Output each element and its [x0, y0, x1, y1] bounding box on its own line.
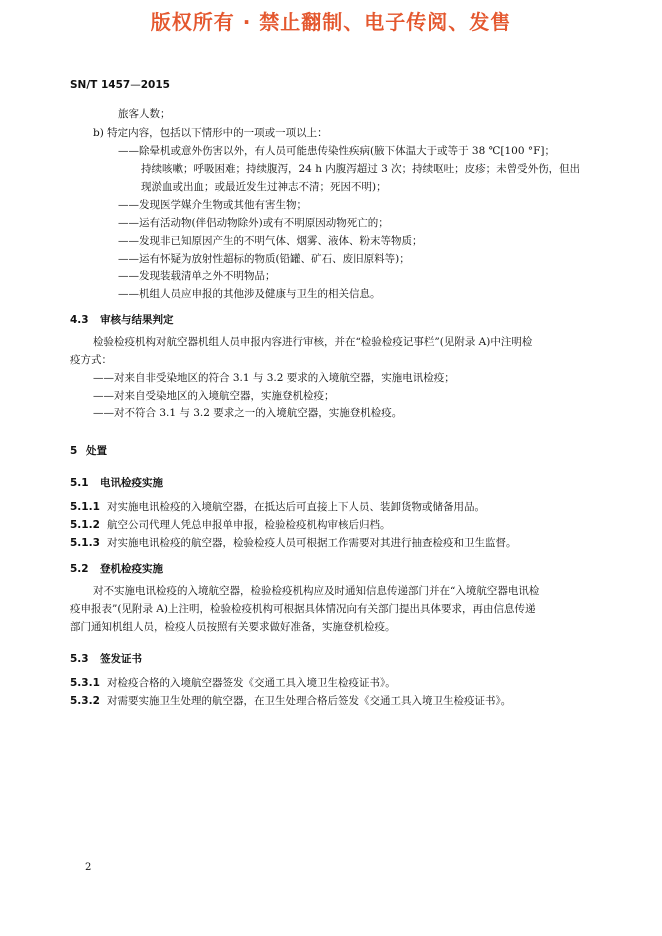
standard-code: SN/T 1457 — [70, 79, 131, 91]
dash-item: ——对来自非受染地区的符合 3.1 与 3.2 要求的入境航空器，实施电讯检疫； — [93, 372, 455, 384]
section-heading-5-1: 5.1 电讯检疫实施 — [70, 477, 163, 489]
paragraph-line: 检验检疫机构对航空器机组人员申报内容进行审核，并在“检验检疫记事栏”(见附录 A)中注明检 — [93, 336, 533, 348]
section-heading-4-3: 4.3 审核与结果判定 — [70, 314, 174, 326]
paragraph-line: 疫方式： — [70, 354, 112, 366]
dash-item: ——对来自受染地区的入境航空器，实施登机检疫； — [93, 390, 335, 402]
standard-code-header: SN/T 1457—2015 — [70, 79, 170, 91]
section-heading-5-2: 5.2 登机检疫实施 — [70, 563, 163, 575]
clause-5-1-1: 5.1.1 对实施电讯检疫的入境航空器，在抵达后可直接上下人员、装卸货物或储备用品。 — [70, 501, 485, 513]
clause-5-3-2: 5.3.2 对需要实施卫生处理的航空器，在卫生处理合格后签发《交通工具入境卫生检疫证书》。 — [70, 695, 512, 707]
dash-item: ——发现非已知原因产生的不明气体、烟雾、液体、粉末等物质； — [118, 235, 423, 247]
paragraph-line: 疫申报表”(见附录 A)上注明，检验检疫机构可根据具体情况向有关部门提出具体要求，再由信息传递 — [70, 603, 536, 615]
dash-item: ——对不符合 3.1 与 3.2 要求之一的入境航空器，实施登机检疫。 — [93, 407, 403, 419]
dash-item-continued: 持续咳嗽；呼吸困难；持续腹泻，24 h 内腹泻超过 3 次；持续呕吐；皮疹；未曾受外伤，但出 — [141, 163, 581, 175]
standard-year: 2015 — [140, 79, 170, 91]
dash-item: ——发现装载清单之外不明物品； — [118, 270, 276, 282]
page-number: 2 — [85, 862, 92, 873]
text-line: 旅客人数； — [118, 108, 171, 120]
clause-5-3-1: 5.3.1 对检疫合格的入境航空器签发《交通工具入境卫生检疫证书》。 — [70, 677, 396, 689]
clause-5-1-2: 5.1.2 航空公司代理人凭总申报单申报，检验检疫机构审核后归档。 — [70, 519, 391, 531]
dash-item: ——运有活动物(伴侣动物除外)或有不明原因动物死亡的； — [118, 217, 389, 229]
dash-item: ——机组人员应申报的其他涉及健康与卫生的相关信息。 — [118, 288, 381, 300]
dash-item: ——除晕机或意外伤害以外，有人员可能患传染性疾病(腋下体温大于或等于 38 ℃[100 °F]； — [118, 145, 555, 157]
section-heading-5-3: 5.3 签发证书 — [70, 653, 142, 665]
dash-item-continued: 现淤血或出血；或最近发生过神志不清；死因不明)； — [141, 181, 387, 193]
list-item-b: b) 特定内容，包括以下情形中的一项或一项以上： — [93, 127, 328, 139]
clause-5-1-3: 5.1.3 对实施电讯检疫的航空器，检验检疫人员可根据工作需要对其进行抽查检疫和卫生监督。 — [70, 537, 517, 549]
dash-item: ——发现医学媒介生物或其他有害生物； — [118, 199, 307, 211]
copyright-watermark: 版权所有 · 禁止翻制、电子传阅、发售 — [150, 10, 512, 34]
paragraph-line: 对不实施电讯检疫的入境航空器，检验检疫机构应及时通知信息传递部门并在“入境航空器电讯检 — [93, 585, 540, 597]
dash-item: ——运有怀疑为放射性超标的物质(铅罐、矿石、废旧原料等)； — [118, 253, 410, 265]
section-heading-5: 5 处置 — [70, 445, 107, 457]
paragraph-line: 部门通知机组人员，检疫人员按照有关要求做好准备，实施登机检疫。 — [70, 621, 396, 633]
